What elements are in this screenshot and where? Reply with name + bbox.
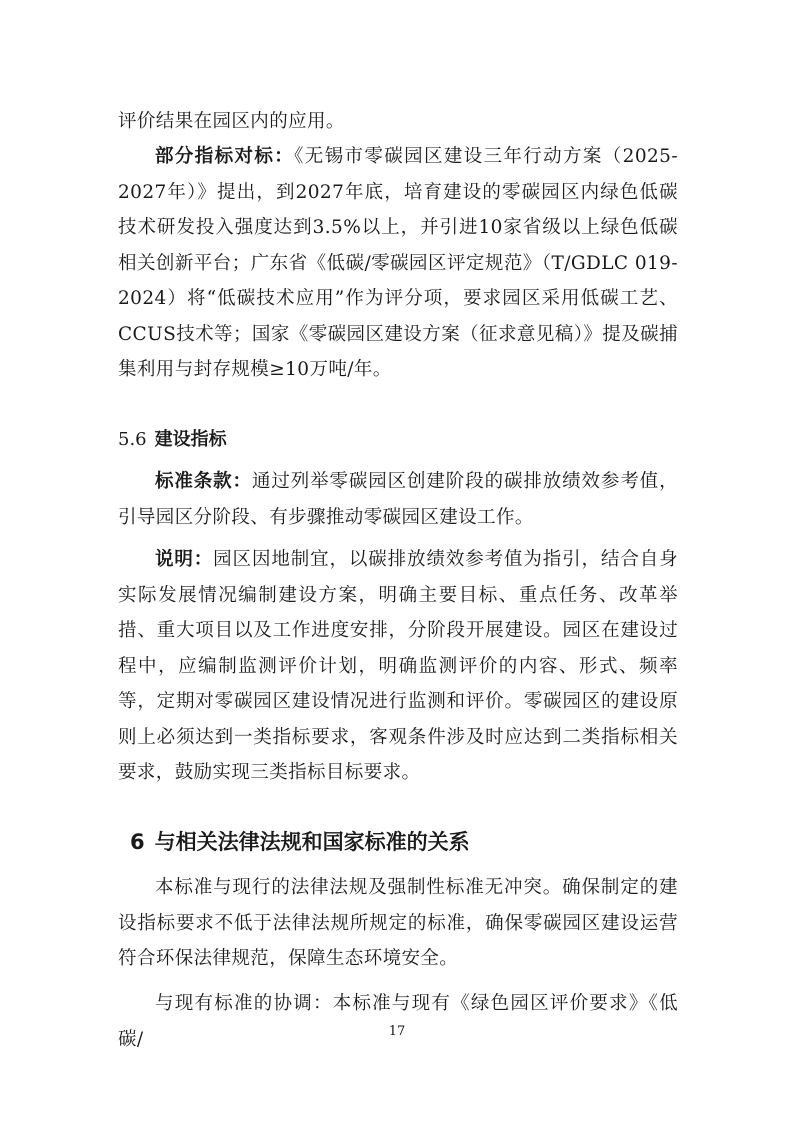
paragraph-explanation [118, 542, 678, 791]
page-number: 17 [388, 1024, 406, 1039]
paragraph-label: 标准条款： [155, 471, 252, 492]
paragraph-text: 本标准与现行的法律法规及强制性标准无冲突。确保制定的建设指标要求不低于法律法规所规定的标准，确保零碳园区建设运营符合环保法律规范，保障生态环境安全。 [118, 877, 678, 969]
paragraph-coordination [118, 986, 678, 1057]
chapter-title: 与相关法律法规和国家标准的关系 [154, 830, 470, 854]
chapter-number: 6 [130, 830, 145, 854]
paragraph-label: 部分指标对标： [155, 146, 295, 167]
paragraph-label: 说明： [155, 549, 214, 570]
paragraph-text: 与现有标准的协调：本标准与现有《绿色园区评价要求》《低碳/ [118, 993, 678, 1050]
paragraph-text: 园区因地制宜，以碳排放绩效参考值为指引，结合自身实际发展情况编制建设方案，明确主要目标、重点任务、改革举措、重大项目以及工作进度安排，分阶段开展建设。园区在建设过程中，应编制监测评价计划，明确监测评价的内容、形式、频率等，定期对零碳园区建设情况进行监测和评价。零碳园区的建设原则上必须达到一类指标要求，客观条件涉及时应达到二类指标相关要求，鼓励实现三类指标目标要求。 [118, 549, 678, 783]
chapter-heading-6 [130, 826, 470, 856]
paragraph-continuation [118, 104, 678, 140]
paragraph-relationship [118, 870, 678, 977]
paragraph-standard-clause [118, 464, 678, 535]
paragraph-text: 评价结果在园区内的应用。 [118, 111, 345, 132]
paragraph-text: 通过列举零碳园区创建阶段的碳排放绩效参考值，引导园区分阶段、有步骤推动零碳园区建设工作。 [118, 471, 678, 528]
section-heading-5-6 [118, 425, 227, 451]
section-number: 5.6 [118, 429, 147, 450]
paragraph-text: 《无锡市零碳园区建设三年行动方案（2025-2027年）》提出，到2027年底，培育建设的零碳园区内绿色低碳技术研发投入强度达到3.5%以上，并引进10家省级以上绿色低碳相关创新平台；广东省《低碳/零碳园区评定规范》（T/GDLC 019-2024）将“低碳技术应用”作为评分项，要求园区采用低碳工艺、CCUS技术等；国家《零碳园区建设方案（征求意见稿）》提及碳捕集利用与封存规模≥10万吨/年。 [118, 146, 678, 380]
paragraph-benchmark [118, 139, 678, 388]
section-title: 建设指标 [154, 429, 227, 450]
